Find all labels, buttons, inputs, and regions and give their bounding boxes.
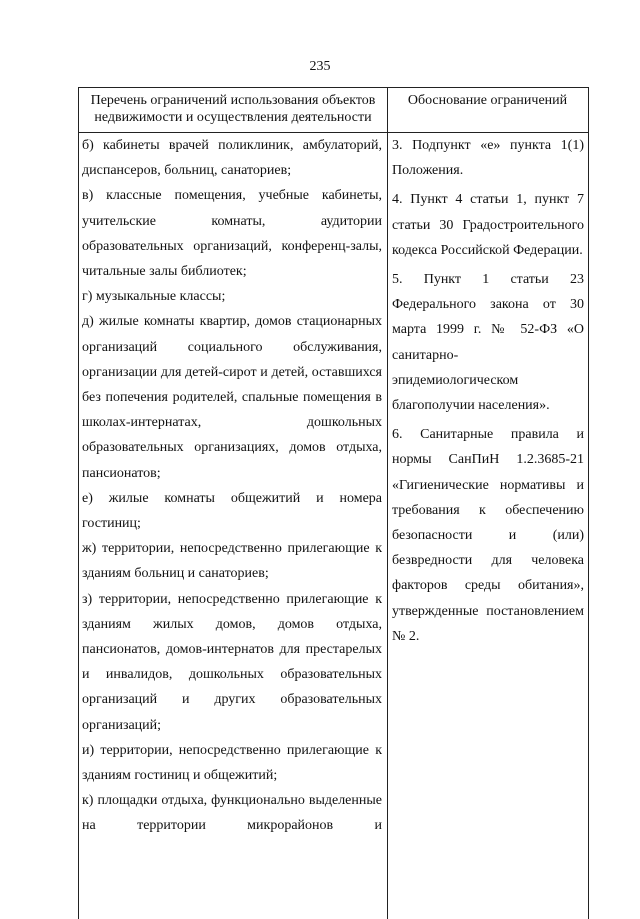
restrictions-table — [78, 87, 589, 919]
justification-column — [392, 133, 584, 649]
restriction-item-zh: ж) территории, непосредственно прилегающие к зданиям больниц и санаториев; — [82, 541, 382, 582]
header-justification: Обоснование ограничений — [407, 93, 568, 108]
justification-item-4: 4. Пункт 4 статьи 1, пункт 7 статьи 30 Градостроительного кодекса Российской Федерации. — [392, 192, 584, 258]
restriction-item-b: б) кабинеты врачей поликлиник, амбулаторий, диспансеров, больниц, санаториев; — [82, 138, 382, 179]
justification-item-5: 5. Пункт 1 статьи 23 Федерального закона от 30 марта 1999 г. № 52-ФЗ «О санитарно-эпидемиологическом благополучии населения». — [392, 272, 584, 414]
restriction-item-e: е) жилые комнаты общежитий и номера гостиниц; — [82, 490, 382, 532]
justification-item-3: 3. Подпункт «е» пункта 1(1) Положения. — [392, 138, 584, 179]
justification-item-6: 6. Санитарные правила и нормы СанПиН 1.2.3685-21 «Гигиенические нормативы и требования к обеспечению безопасности и (или) безвредности для человека факторов среды обитания», утвержденные постановлением № 2. — [392, 427, 584, 644]
restriction-item-d: д) жилые комнаты квартир, домов стационарных организаций социального обслуживания, организации для детей-сирот и детей, оставшихся без попечения родителей, спальные помещения в школах-интернатах, дошкольных образовательных организациях, домов отдыха, пансионатов; — [82, 314, 382, 481]
restriction-item-k: к) площадки отдыха, функционально выделенные на территории микрорайонов и — [82, 793, 382, 834]
restriction-item-i: и) территории, непосредственно прилегающие к зданиям гостиниц и общежитий; — [82, 742, 382, 784]
restriction-item-g: г) музыкальные классы; — [82, 289, 226, 305]
restriction-item-z: з) территории, непосредственно прилегающие к зданиям жилых домов, домов отдыха, пансионатов, домов-интернатов для престарелых и инвалидов, дошкольных образовательных организаций и других образовательных организаций; — [82, 591, 382, 733]
restriction-item-v: в) классные помещения, учебные кабинеты, учительские комнаты, аудитории образовательных организаций, конференц-залы, читальные залы библиотек; — [82, 188, 382, 280]
header-restrictions-list: Перечень ограничений использования объектов недвижимости и осуществления деятельности — [90, 93, 376, 125]
page-number: 235 — [309, 59, 331, 74]
restrictions-column — [82, 133, 382, 839]
column-divider — [387, 88, 388, 919]
